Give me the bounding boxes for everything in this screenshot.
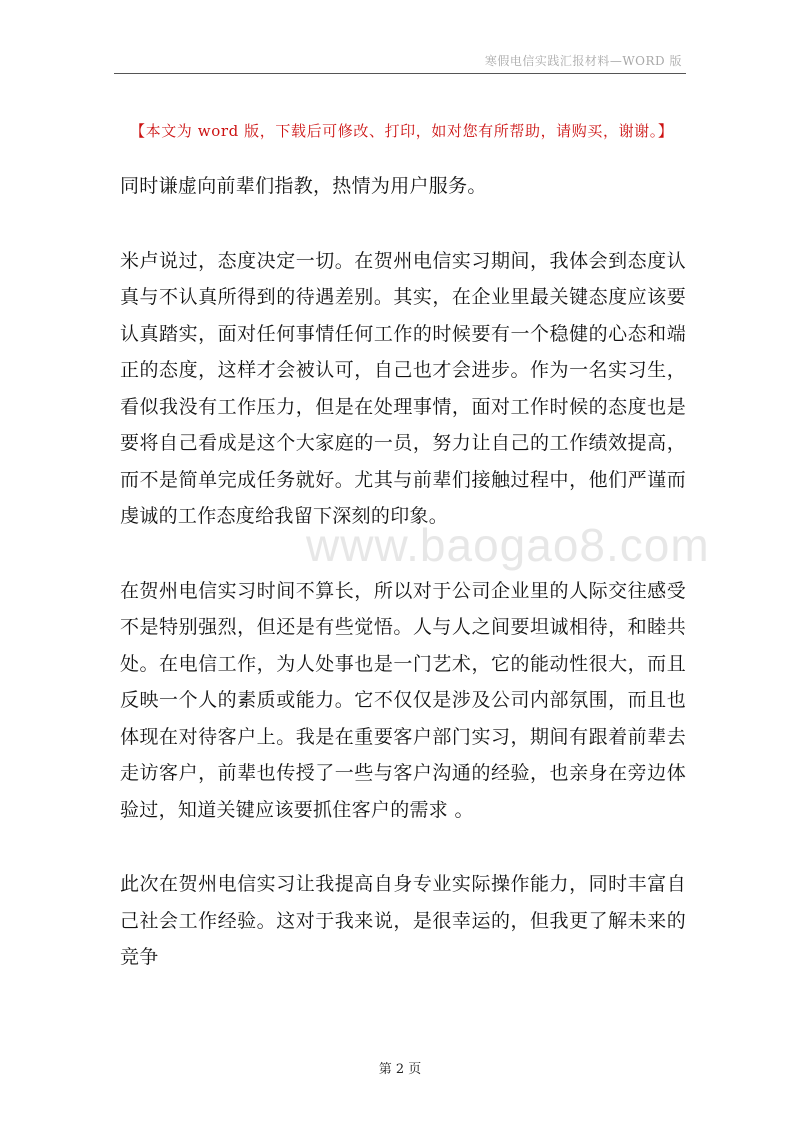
header-divider — [114, 73, 686, 74]
paragraph-3: 在贺州电信实习时间不算长，所以对于公司企业里的人际交往感受不是特别强烈，但还是有些觉悟。人与人之间要坦诚相待，和睦共处。在电信工作，为人处事也是一门艺术，它的能动性很大，而且反映一个人的素质或能力。它不仅仅是涉及公司内部氛围，而且也体现在对待客户上。我是在重要客户部门实习，期间有跟着前辈去走访客户，前辈也传授了一些与客户沟通的经验，也亲身在旁边体验过，知道关键应该要抓住客户的需求 。 — [120, 579, 686, 821]
paragraph-2: 米卢说过，态度决定一切。在贺州电信实习期间，我体会到态度认真与不认真所得到的待遇差别。其实，在企业里最关键态度应该要认真踏实，面对任何事情任何工作的时候要有一个稳健的心态和端正的态度，这样才会被认可，自己也才会进步。作为一名实习生，看似我没有工作压力，但是在处理事情，面对工作时候的态度也是要将自己看成是这个大家庭的一员，努力让自己的工作绩效提高，而不是简单完成任务就好。尤其与前辈们接触过程中，他们严谨而虔诚的工作态度给我留下深刻的印象。 — [120, 249, 686, 527]
paragraph-1: 同时谦虚向前辈们指教，热情为用户服务。 — [120, 175, 487, 197]
page-number: 第 2 页 — [378, 1062, 422, 1077]
watermark-text: www.baogao8.com — [306, 519, 710, 571]
paragraph-4: 此次在贺州电信实习让我提高自身专业实际操作能力，同时丰富自己社会工作经验。这对于我来说，是很幸运的，但我更了解未来的竞争 — [120, 873, 686, 968]
download-notice: 【本文为 word 版，下载后可修改、打印，如对您有所帮助，请购买，谢谢。】 — [130, 122, 674, 140]
document-body — [120, 168, 686, 1014]
document-header-title: 寒假电信实践汇报材料—WORD 版 — [484, 54, 682, 68]
